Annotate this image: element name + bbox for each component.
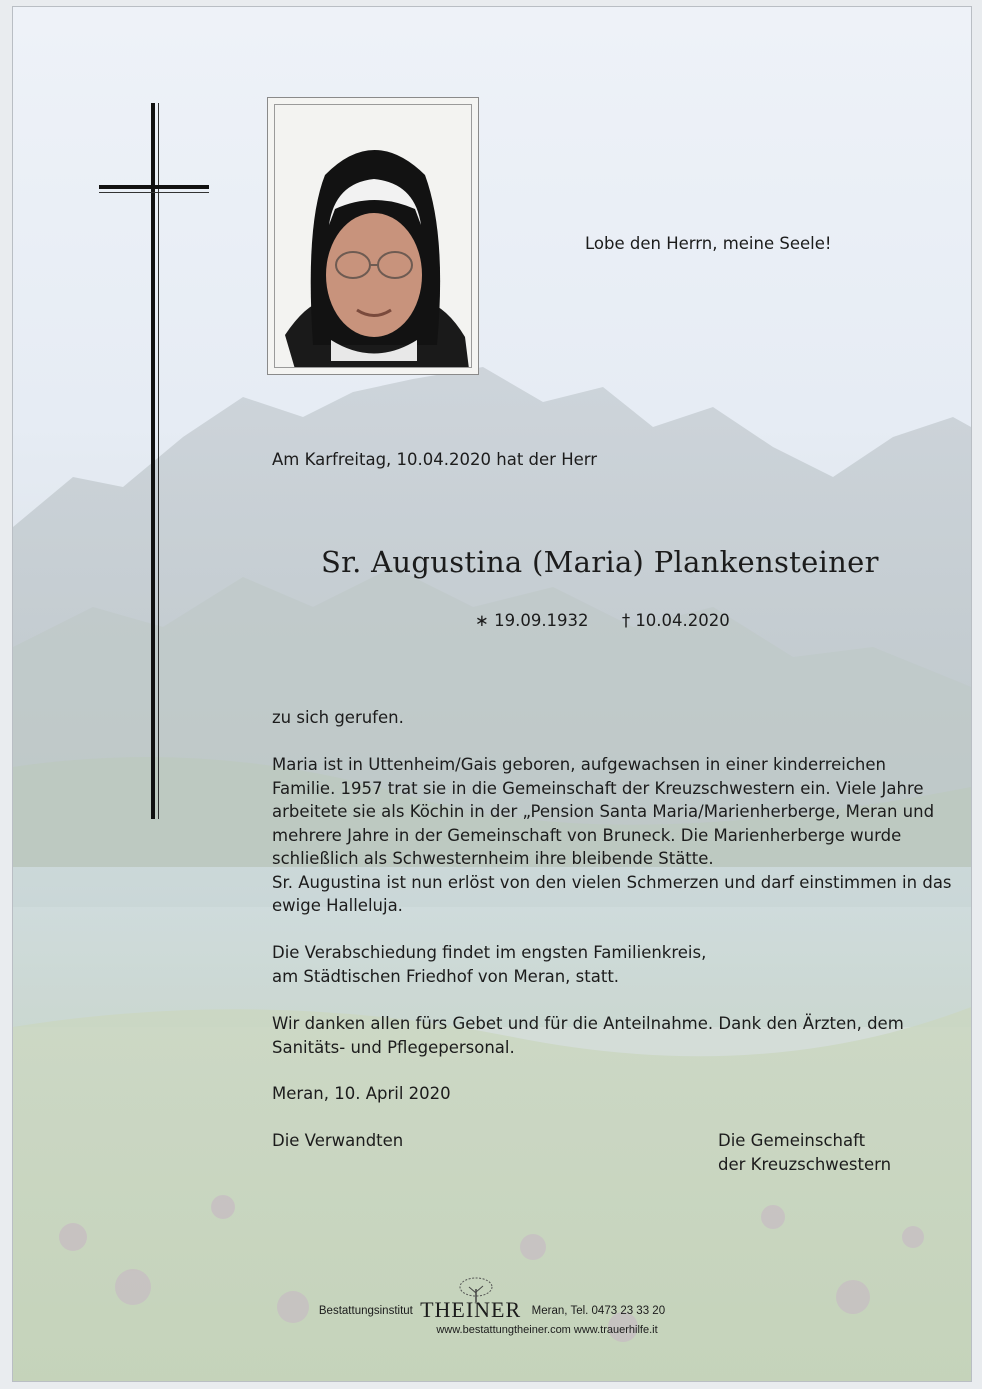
farewell-text: Die Verabschiedung findet im engsten Familienkreis, am Städtischen Friedhof von Meran, statt. [272, 943, 707, 986]
death-date: † 10.04.2020 [621, 611, 730, 630]
life-dates [475, 611, 730, 630]
deceased-name: Sr. Augustina (Maria) Plankensteiner [321, 545, 879, 579]
obituary-card [12, 6, 972, 1382]
death-cross-icon: † [621, 611, 631, 630]
biography-text: Maria ist in Uttenheim/Gais geboren, aufgewachsen in einer kinderreichen Familie. 1957 trat sie in die Gemeinschaft der Kreuzschwestern ein. Viele Jahre arbeitete sie als Köchin in der „Pension Santa Maria/Marienherberge, Meran und mehrere Jahre in der Gemeinschaft von Bruneck. Die Marienherberge wurde schließlich als Schwesternheim ihre bleibende Stätte. Sr. Augustina ist nun erlöst von den vielen Schmerzen und darf einstimmen in das ewige Halleluja. [272, 755, 952, 915]
footer-websites: www.bestattungtheiner.com www.trauerhilfe.it [436, 1324, 658, 1336]
signature-relatives: Die Verwandten [272, 1131, 404, 1150]
birth-date: ∗ 19.09.1932 [475, 611, 589, 630]
footer-institute: Bestattungsinstitut [318, 1305, 413, 1317]
footer-contact: Meran, Tel. 0473 23 33 20 [531, 1305, 666, 1317]
portrait-photo-frame [267, 97, 479, 375]
portrait-photo [274, 104, 472, 368]
thanks-text: Wir danken allen fürs Gebet und für die Anteilnahme. Dank den Ärzten, dem Sanitäts- und Pflegepersonal. [272, 1014, 904, 1057]
footer-funeral-home [13, 1297, 971, 1336]
called-text: zu sich gerufen. [272, 708, 404, 727]
place-date-text: Meran, 10. April 2020 [272, 1084, 451, 1103]
signature-community: Die Gemeinschaft der Kreuzschwestern [718, 1131, 892, 1174]
tree-logo-icon [456, 1277, 496, 1303]
motto-text: Lobe den Herrn, meine Seele! [585, 234, 832, 253]
birth-star-icon: ∗ [475, 611, 489, 630]
footer-brand: THEINER [420, 1297, 528, 1322]
intro-text: Am Karfreitag, 10.04.2020 hat der Herr [272, 450, 598, 469]
